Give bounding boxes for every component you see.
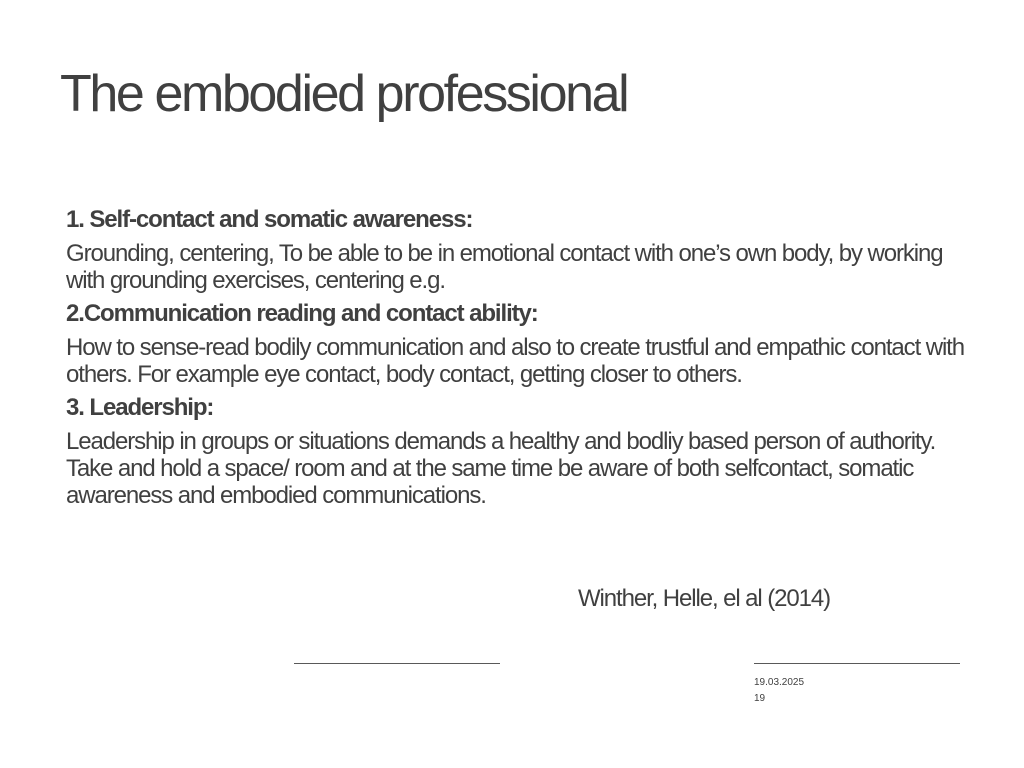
citation: Winther, Helle, el al (2014) <box>578 585 830 612</box>
item-heading-leadership: 3. Leadership: <box>66 394 214 421</box>
item-text-communication: How to sense-read bodily communication and also to create trustful and empathic contact with others. For example eye contact, body contact, getting closer to others. <box>66 334 964 388</box>
item-heading-self-contact: 1. Self-contact and somatic awareness: <box>66 206 473 233</box>
slide-title: The embodied professional <box>60 65 628 123</box>
item-text-self-contact: Grounding, centering, To be able to be in emotional contact with one’s own body, by working with grounding exercises, centering e.g. <box>66 240 943 294</box>
slide-body <box>66 206 966 515</box>
item-text-leadership: Leadership in groups or situations demands a healthy and bodliy based person of authority. Take and hold a space/ room and at the same time be aware of both selfcontact, somatic awareness and embodied communications. <box>66 428 936 509</box>
footer-divider-left <box>294 663 500 664</box>
item-heading-communication: 2.Communication reading and contact ability: <box>66 300 538 327</box>
footer-divider-right <box>754 663 960 664</box>
footer-page-number: 19 <box>754 693 766 704</box>
footer-date: 19.03.2025 <box>754 677 805 688</box>
